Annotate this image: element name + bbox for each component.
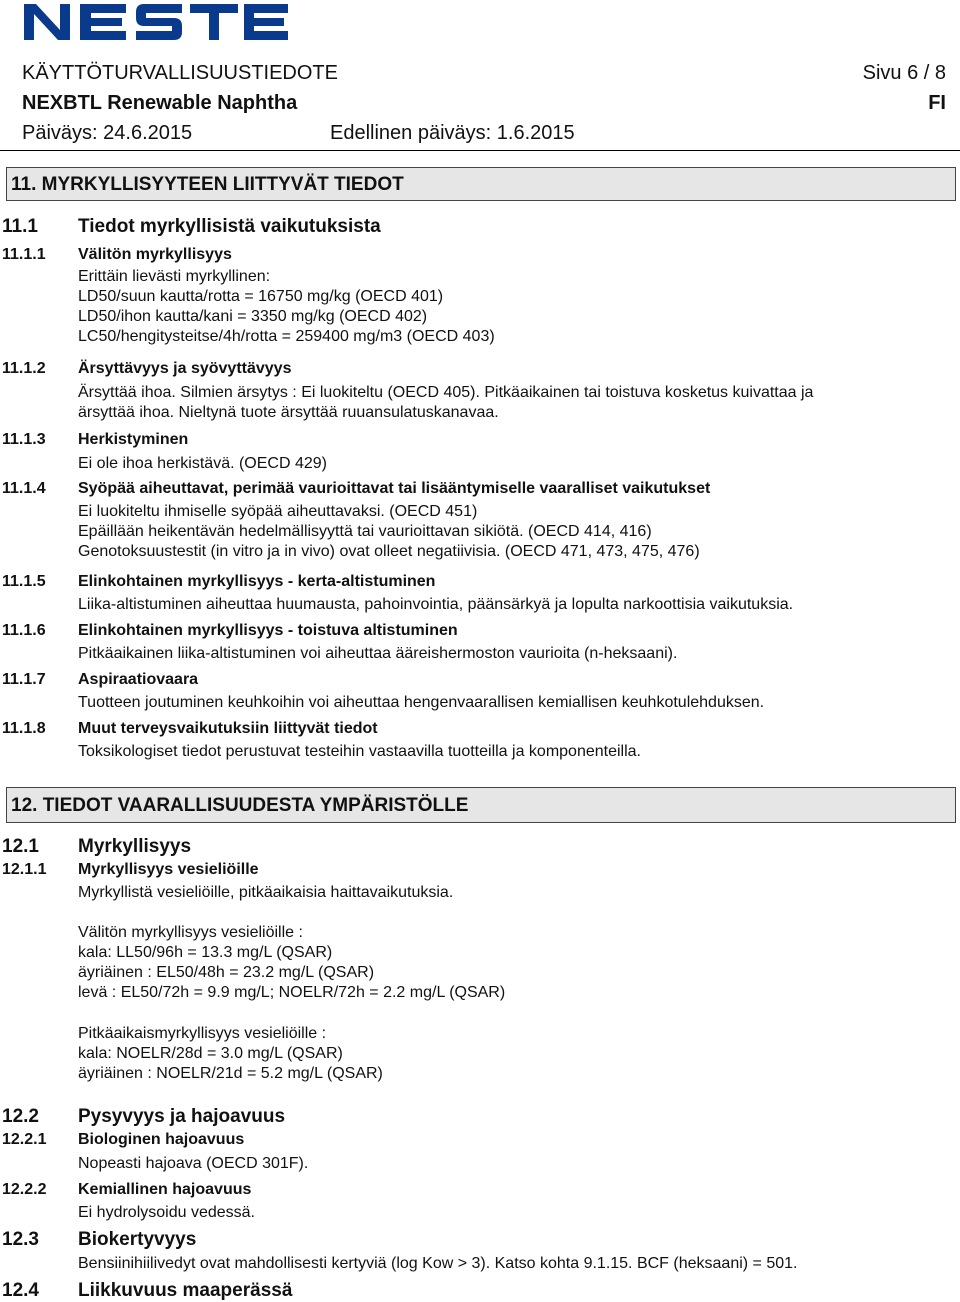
- heading-text: Pysyvyys ja hajoavuus: [78, 1106, 286, 1127]
- heading-number: 11.1.6: [2, 622, 46, 639]
- text-line: Ei hydrolysoidu vedessä.: [78, 1204, 255, 1221]
- heading-text: Syöpää aiheuttavat, perimää vaurioittavat tai lisääntymiselle vaaralliset vaikutukset: [78, 480, 711, 497]
- heading-number: 11.1.5: [2, 573, 46, 590]
- text-11-1-3: [78, 454, 327, 474]
- text-11-1-5: [78, 595, 793, 615]
- text-line: Ei luokiteltu ihmiselle syöpää aiheuttavaksi. (OECD 451): [78, 503, 478, 520]
- text-line: kala: LL50/96h = 13.3 mg/L (QSAR): [78, 944, 333, 961]
- text-11-1-8: [78, 742, 641, 762]
- heading-number: 12.4: [2, 1280, 39, 1301]
- text-line: Tuotteen joutuminen keuhkoihin voi aiheuttaa hengenvaarallisen kemiallisen keuhkotulehduksen.: [78, 694, 765, 711]
- heading-text: Ärsyttävyys ja syövyttävyys: [78, 360, 292, 377]
- text-11-1-7: [78, 693, 764, 713]
- text-12-1-1-c: [78, 1024, 383, 1084]
- heading-number: 12.3: [2, 1229, 39, 1250]
- text-line: ärsyttää ihoa. Nieltynä tuote ärsyttää ruuansulatuskanavaa.: [78, 404, 499, 421]
- text-line: Pitkäaikaismyrkyllisyys vesieliöille :: [78, 1025, 327, 1042]
- text-line: LC50/hengitysteitse/4h/rotta = 259400 mg/m3 (OECD 403): [78, 328, 495, 345]
- text-line: LD50/suun kautta/rotta = 16750 mg/kg (OECD 401): [78, 288, 444, 305]
- product-name: NEXBTL Renewable Naphtha: [22, 92, 298, 114]
- heading-number: 12.1: [2, 836, 39, 857]
- page-number: Sivu 6 / 8: [862, 62, 946, 84]
- heading-text: Elinkohtainen myrkyllisyys - toistuva altistuminen: [78, 622, 458, 639]
- text-11-1-2: [78, 383, 813, 423]
- heading-number: 11.1.4: [2, 480, 46, 497]
- text-line: Epäillään heikentävän hedelmällisyyttä tai vaurioittavan sikiötä. (OECD 414, 416): [78, 523, 652, 540]
- text-line: Välitön myrkyllisyys vesieliöille :: [78, 924, 303, 941]
- text-line: Erittäin lievästi myrkyllinen:: [78, 268, 271, 285]
- heading-text: Herkistyminen: [78, 431, 189, 448]
- heading-number: 12.2.1: [2, 1131, 47, 1148]
- heading-number: 11.1.8: [2, 720, 46, 737]
- text-line: kala: NOELR/28d = 3.0 mg/L (QSAR): [78, 1045, 343, 1062]
- heading-number: 11.1.2: [2, 360, 46, 377]
- heading-number: 12.2.2: [2, 1181, 47, 1198]
- text-11-1-6: [78, 644, 677, 664]
- language-code: FI: [928, 92, 946, 114]
- neste-logo: [22, 2, 288, 42]
- heading-text: Liikkuvuus maaperässä: [78, 1280, 293, 1301]
- text-line: levä : EL50/72h = 9.9 mg/L; NOELR/72h = 2.2 mg/L (QSAR): [78, 984, 506, 1001]
- heading-text: Myrkyllisyys: [78, 836, 192, 857]
- heading-number: 11.1.1: [2, 246, 46, 263]
- text-line: Myrkyllistä vesieliöille, pitkäaikaisia haittavaikutuksia.: [78, 884, 454, 901]
- heading-number: 11.1: [2, 216, 38, 237]
- heading-text: Biokertyvyys: [78, 1229, 197, 1250]
- text-line: äyriäinen : NOELR/21d = 5.2 mg/L (QSAR): [78, 1065, 383, 1082]
- text-12-1-1-b: [78, 923, 505, 1003]
- text-12-1-1-a: [78, 883, 453, 903]
- text-line: Genotoksuustestit (in vitro ja in vivo) ovat olleet negatiivisia. (OECD 471, 473, 475, 476): [78, 543, 700, 560]
- text-11-1-1: [78, 267, 495, 347]
- text-11-1-4: [78, 502, 700, 562]
- heading-text: Aspiraatiovaara: [78, 671, 199, 688]
- issue-date: Päiväys: 24.6.2015: [22, 122, 193, 144]
- text-line: Ärsyttää ihoa. Silmien ärsytys : Ei luokiteltu (OECD 405). Pitkäaikainen tai toistuva kosketus kuivattaa ja: [78, 384, 814, 401]
- text-line: Toksikologiset tiedot perustuvat testeihin vastaavilla tuotteilla ja komponenteilla.: [78, 743, 641, 760]
- section-12-title: 12. TIEDOT VAARALLISUUDESTA YMPÄRISTÖLLE: [6, 787, 956, 823]
- text-line: Bensiinihiilivedyt ovat mahdollisesti kertyviä (log Kow > 3). Katso kohta 9.1.15. BCF (heksaani) = 501.: [78, 1255, 798, 1272]
- heading-text: Elinkohtainen myrkyllisyys - kerta-altistuminen: [78, 573, 436, 590]
- text-line: Nopeasti hajoava (OECD 301F).: [78, 1155, 309, 1172]
- text-12-2-1: [78, 1154, 308, 1174]
- text-line: Liika-altistuminen aiheuttaa huumausta, pahoinvointia, päänsärkyä ja lopulta narkoottisia vaikutuksia.: [78, 596, 794, 613]
- heading-text: Myrkyllisyys vesieliöille: [78, 861, 259, 878]
- heading-number: 11.1.3: [2, 431, 46, 448]
- section-11-title: 11. MYRKYLLISYYTEEN LIITTYVÄT TIEDOT: [6, 167, 956, 201]
- heading-text: Biologinen hajoavuus: [78, 1131, 245, 1148]
- previous-date: Edellinen päiväys: 1.6.2015: [330, 122, 575, 144]
- text-line: Pitkäaikainen liika-altistuminen voi aiheuttaa ääreishermoston vaurioita (n-heksaani).: [78, 645, 678, 662]
- doc-title: KÄYTTÖTURVALLISUUSTIEDOTE: [22, 62, 338, 84]
- header-divider: [0, 150, 960, 151]
- heading-text: Välitön myrkyllisyys: [78, 246, 232, 263]
- heading-text: Kemiallinen hajoavuus: [78, 1181, 252, 1198]
- heading-number: 11.1.7: [2, 671, 46, 688]
- heading-text: Muut terveysvaikutuksiin liittyvät tiedot: [78, 720, 378, 737]
- text-12-2-2: [78, 1203, 255, 1223]
- text-12-3: [78, 1254, 797, 1274]
- heading-number: 12.1.1: [2, 861, 47, 878]
- text-line: Ei ole ihoa herkistävä. (OECD 429): [78, 455, 327, 472]
- heading-number: 12.2: [2, 1106, 39, 1127]
- text-line: LD50/ihon kautta/kani = 3350 mg/kg (OECD 402): [78, 308, 428, 325]
- heading-text: Tiedot myrkyllisistä vaikutuksista: [78, 216, 381, 237]
- text-line: äyriäinen : EL50/48h = 23.2 mg/L (QSAR): [78, 964, 375, 981]
